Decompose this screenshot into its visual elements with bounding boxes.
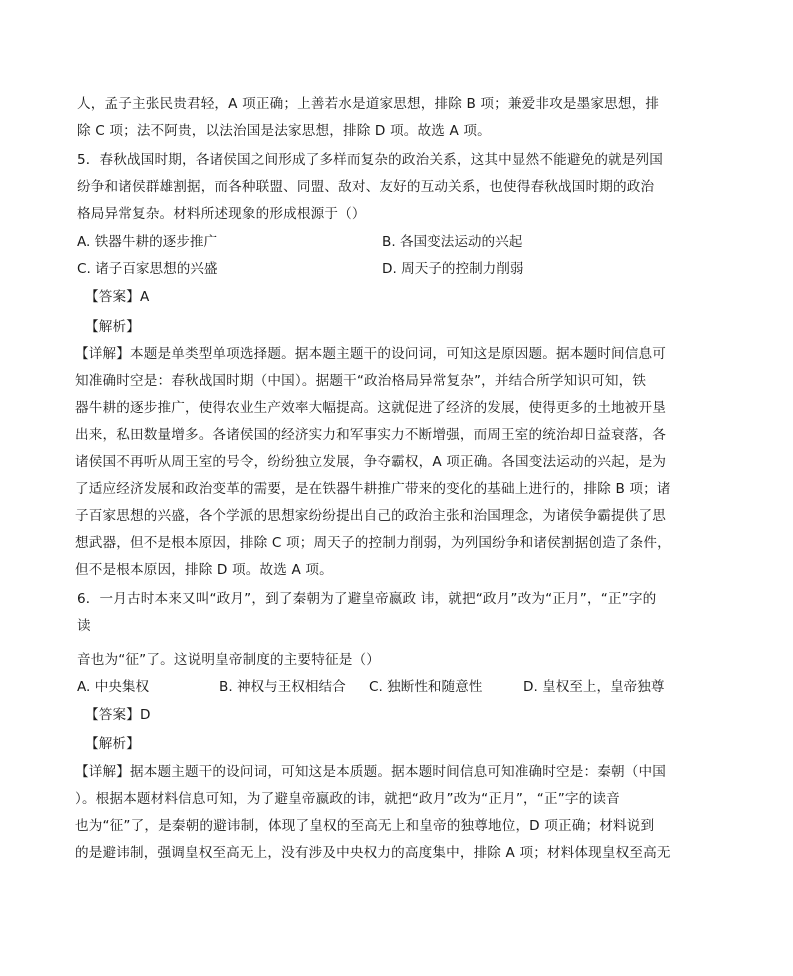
q6-stem-line-3: 音也为“征”了。这说明皇帝制度的主要特征是（）: [77, 652, 381, 668]
q6-detail-line: 的是避讳制，强调皇权至高无上，没有涉及中央权力的高度集中，排除 A 项；材料体现皇权至高无: [75, 845, 671, 861]
q5-answer: 【答案】A: [85, 289, 150, 305]
q5-detail-line: 诸侯国不再听从周王室的号令，纷纷独立发展，争夺霸权，A 项正确。各国变法运动的兴起，是为: [75, 454, 667, 470]
q5-option-d: D. 周天子的控制力削弱: [382, 261, 524, 277]
q5-stem-line-1: 5．春秋战国时期，各诸侯国之间形成了多样而复杂的政治关系，这其中显然不能避免的就是列国: [77, 152, 664, 168]
q5-detail-line: 了适应经济发展和政治变革的需要，是在铁器牛耕推广带来的变化的基础上进行的，排除 B 项；诸: [75, 481, 671, 497]
q6-stem-line-2: 读: [77, 618, 91, 634]
q4-explanation-line-1: 人，孟子主张民贵君轻，A 项正确；上善若水是道家思想，排除 B 项；兼爱非攻是墨家思想，排: [77, 96, 660, 112]
q6-analysis-label: 【解析】: [85, 736, 140, 752]
q6-answer: 【答案】D: [85, 707, 151, 723]
q5-detail-line: 子百家思想的兴盛，各个学派的思想家纷纷提出自己的政治主张和治国理念，为诸侯争霸提供了思: [75, 508, 666, 524]
q5-analysis-label: 【解析】: [85, 319, 140, 335]
q5-stem-line-2: 纷争和诸侯群雄割据，而各种联盟、同盟、敌对、友好的互动关系，也使得春秋战国时期的政治: [77, 179, 655, 195]
q5-option-a: A. 铁器牛耕的逐步推广: [77, 234, 218, 250]
q6-option-b: B. 神权与王权相结合: [219, 679, 346, 695]
q5-option-c: C. 诸子百家思想的兴盛: [77, 261, 218, 277]
q5-detail-line: 器牛耕的逐步推广，使得农业生产效率大幅提高。这就促进了经济的发展，使得更多的土地被开垦: [75, 400, 666, 416]
q6-detail-line: 也为“征”了，是秦朝的避讳制，体现了皇权的至高无上和皇帝的独尊地位，D 项正确；材料说到: [75, 818, 655, 834]
q5-detail-line: 但不是根本原因，排除 D 项。故选 A 项。: [75, 562, 333, 578]
q6-stem-line-1: 6．一月古时本来又叫“政月”，到了秦朝为了避皇帝嬴政 讳，就把“政月”改为“正月”，“正”字的: [77, 591, 657, 607]
q4-explanation-line-2: 除 C 项；法不阿贵，以法治国是法家思想，排除 D 项。故选 A 项。: [77, 123, 491, 139]
q6-detail-line: 【详解】据本题主题干的设问词，可知这是本质题。据本题时间信息可知准确时空是：秦朝（中国: [75, 764, 666, 780]
q5-detail-line: 想武器，但不是根本原因，排除 C 项；周天子的控制力削弱，为列国纷争和诸侯割据创造了条件，: [75, 535, 671, 551]
q6-option-c: C. 独断性和随意性: [369, 679, 483, 695]
q5-detail-line: 出来，私田数量增多。各诸侯国的经济实力和军事实力不断增强，而周王室的统治却日益衰落，各: [75, 427, 666, 443]
q5-stem-line-3: 格局异常复杂。材料所述现象的形成根源于（）: [77, 206, 366, 222]
q5-detail-line: 知准确时空是：春秋战国时期（中国）。据题干“政治格局异常复杂”，并结合所学知识可知，铁: [75, 373, 647, 389]
q5-detail-line: 【详解】本题是单类型单项选择题。据本题主题干的设问词，可知这是原因题。据本题时间信息可: [75, 346, 666, 362]
q6-detail-line: ）。根据本题材料信息可知，为了避皇帝嬴政的讳，就把“政月”改为“正月”，“正”字的读音: [75, 791, 620, 807]
q5-option-b: B. 各国变法运动的兴起: [382, 234, 523, 250]
q6-option-d: D. 皇权至上，皇帝独尊: [523, 679, 665, 695]
q6-option-a: A. 中央集权: [77, 679, 150, 695]
